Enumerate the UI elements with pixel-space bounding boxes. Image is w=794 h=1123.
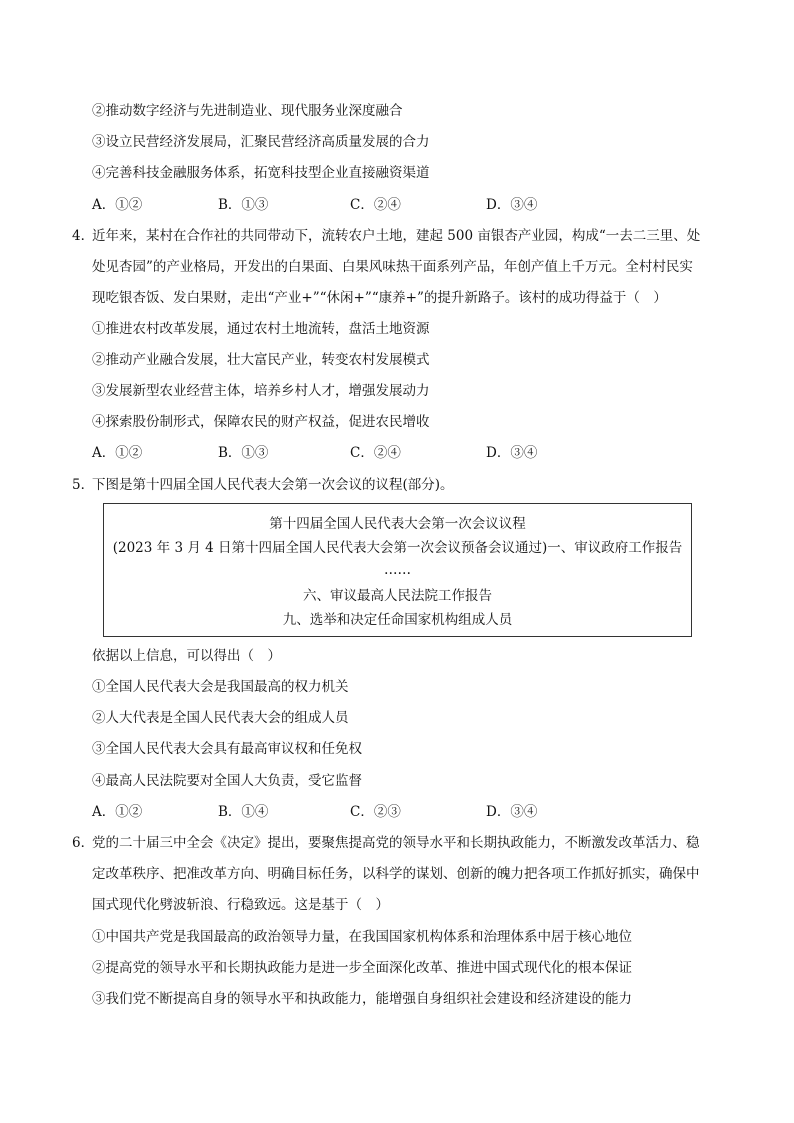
q4-choices (92, 443, 692, 463)
q3-choice-b: B．①③ (218, 197, 269, 213)
agenda-title: 第十四届全国人民代表大会第一次会议议程 (269, 516, 526, 532)
q3-choice-c: C．②④ (350, 197, 401, 213)
q6-option-2: ②提高党的领导水平和长期执政能力是进一步全面深化改革、推进中国式现代化的根本保证 (92, 960, 632, 976)
q5-stem-text: 下图是第十四届全国人民代表大会第一次会议的议程(部分)。 (92, 477, 454, 493)
q4-number: 4． (72, 228, 95, 244)
q4-choice-a: A．①② (92, 445, 143, 461)
agenda-box (103, 503, 692, 637)
q5-choices (92, 802, 692, 822)
q5-option-4: ④最高人民法院要对全国人大负责，受它监督 (92, 773, 362, 789)
q5-choice-a: A．①② (92, 804, 143, 820)
q6-stem-text-1: 党的二十届三中全会《决定》提出，要聚焦提高党的领导水平和长期执政能力，不断激发改革活力、稳 (92, 835, 700, 851)
agenda-line-4: 六、审议最高人民法院工作报告 (303, 588, 492, 604)
q6-number: 6． (72, 835, 95, 851)
q5-number: 5． (72, 477, 95, 493)
q3-choices (92, 195, 692, 215)
q6-stem-line-1 (72, 833, 700, 853)
q5-question: 依据以上信息，可以得出（ ） (92, 648, 281, 664)
q5-choice-b: B．①④ (218, 804, 269, 820)
q6-option-1: ①中国共产党是我国最高的政治领导力量，在我国国家机构体系和治理体系中居于核心地位 (92, 929, 632, 945)
q5-option-3: ③全国人民代表大会具有最高审议权和任免权 (92, 741, 362, 757)
q4-choice-b: B．①③ (218, 445, 269, 461)
q5-choice-c: C．②③ (350, 804, 401, 820)
q5-stem-line (72, 475, 454, 495)
q4-stem-line-2: 处见杏园”的产业格局，开发出的白果面、白果风味热干面系列产品，年创产值上千万元。全村村民实 (92, 259, 693, 275)
q6-stem-line-3: 国式现代化劈波斩浪、行稳致远。这是基于（ ） (92, 897, 389, 913)
q4-stem-line-3: 现吃银杏饭、发白果财，走出“产业+”“休闲+”“康养+”的提升新路子。该村的成功得益于（ ） (92, 290, 667, 306)
q4-option-1: ①推进农村改革发展，通过农村土地流转，盘活土地资源 (92, 321, 430, 337)
q5-option-2: ②人大代表是全国人民代表大会的组成人员 (92, 710, 349, 726)
q3-choice-d: D．③④ (486, 197, 538, 213)
q5-option-1: ①全国人民代表大会是我国最高的权力机关 (92, 679, 349, 695)
q5-choice-d: D．③④ (486, 804, 538, 820)
q3-choice-a: A．①② (92, 197, 143, 213)
q6-option-3: ③我们党不断提高自身的领导水平和执政能力，能增强自身组织社会建设和经济建设的能力 (92, 991, 632, 1007)
q4-option-3: ③发展新型农业经营主体，培养乡村人才，增强发展动力 (92, 383, 430, 399)
q4-stem-text-1: 近年来，某村在合作社的共同带动下，流转农户土地，建起 500 亩银杏产业园，构成“一去二三里、处 (92, 228, 701, 244)
agenda-line-5: 九、选举和决定任命国家机构组成人员 (282, 612, 513, 628)
q6-stem-line-2: 定改革秩序、把准改革方向、明确目标任务，以科学的谋划、创新的魄力把各项工作抓好抓实，确保中 (92, 866, 700, 882)
q3-option-4: ④完善科技金融服务体系，拓宽科技型企业直接融资渠道 (92, 165, 430, 181)
q4-stem-line-1 (72, 226, 700, 246)
q4-option-4: ④探索股份制形式，保障农民的财产权益，促进农民增收 (92, 414, 430, 430)
q4-choice-d: D．③④ (486, 445, 538, 461)
agenda-ellipsis: …… (384, 562, 411, 578)
q3-option-3: ③设立民营经济发展局，汇聚民营经济高质量发展的合力 (92, 134, 430, 150)
q4-option-2: ②推动产业融合发展，壮大富民产业，转变农村发展模式 (92, 352, 430, 368)
q4-choice-c: C．②④ (350, 445, 401, 461)
q3-option-2: ②推动数字经济与先进制造业、现代服务业深度融合 (92, 103, 403, 119)
agenda-line-2: (2023 年 3 月 4 日第十四届全国人民代表大会第一次会议预备会议通过)一、审议政府工作报告 (112, 540, 683, 556)
